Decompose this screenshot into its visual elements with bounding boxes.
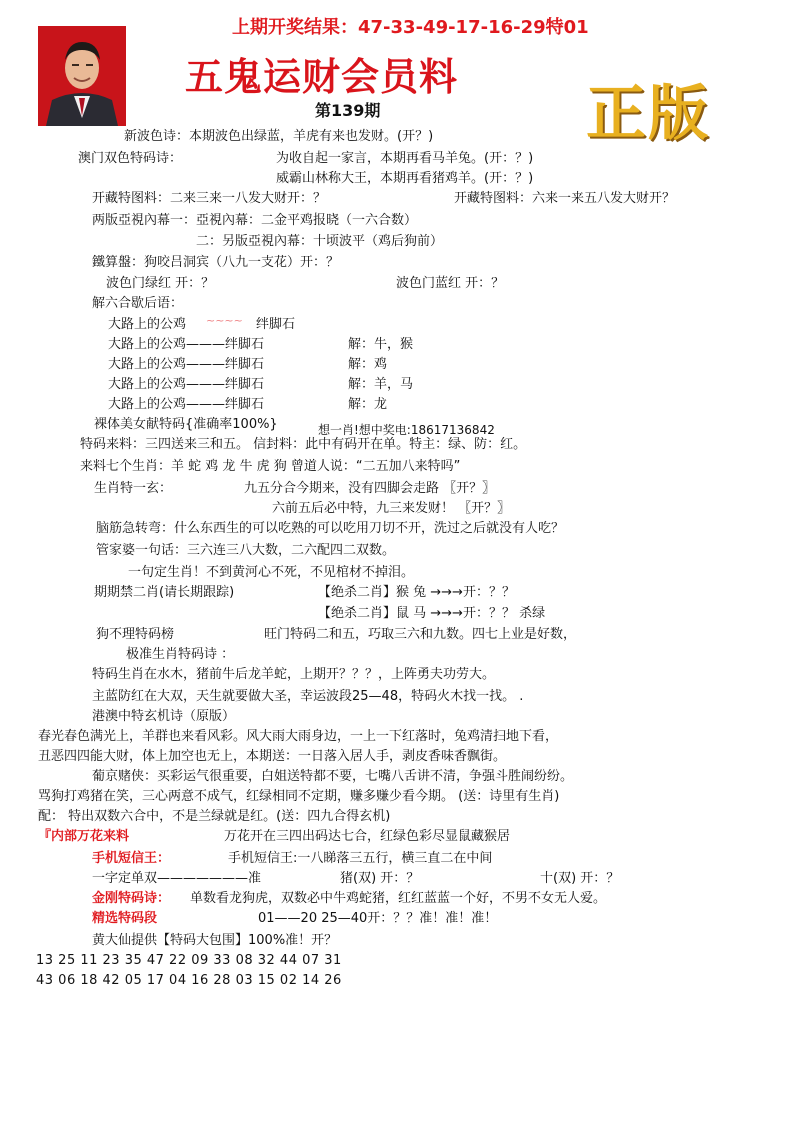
line-hk-poem-1: 春光春色满光上，羊群也来看风彩。风大雨大雨身边，一上一下红落时，兔鸡清扫地下看， [38, 729, 559, 744]
line-sms-label: 手机短信王： [92, 851, 171, 866]
line-housekeeper: 管家婆一句话：三六连三八大数，二六配四二双数。 [96, 543, 396, 558]
line-range-label: 精选特码段 [92, 911, 158, 926]
line-wave-poem: 新波色诗：本期波色出绿蓝，羊虎有来也发财。(开？) [124, 129, 434, 144]
line-code-material: 特码来料：三四送来三和五。 信封料：此中有码开在单。特主：绿、防：红。 [80, 437, 527, 452]
number-row-1: 13 25 11 23 35 47 22 09 33 08 32 44 07 31 [36, 953, 342, 968]
line-banned-label: 期期禁二肖(请长期跟踪) [94, 585, 235, 600]
riddle-row-2-answer: 解：牛，猴 [348, 337, 414, 352]
line-kill-1: 【绝杀二肖】猴 兔 →→→开：？？ [318, 585, 515, 600]
line-match: 配： 特出双数六合中，不是兰绿就是红。(送：四九合得玄机) [38, 809, 391, 824]
line-main-blue: 主蓝防红在大双，天生就要做大圣，幸运波段25—48，特码火木找一找。 . [92, 689, 524, 704]
page-title: 五鬼运财会员料 [185, 55, 459, 99]
line-hidden-chart-1: 开藏特图料：二来三来一八发大财开：？ [92, 191, 327, 206]
line-goubuli-text: 旺门特码二和五，巧取三六和九数。四七上业是好数， [264, 627, 577, 642]
line-kill-2: 【绝杀二肖】鼠 马 →→→开：？？ 杀绿 [318, 606, 546, 621]
line-riddle-heading: 解六合歇后语： [92, 296, 184, 311]
line-abacus: 鐵算盤：狗咬吕洞宾（八九一支花）开：？ [92, 255, 340, 270]
line-odd-even-ten: 十(双) 开：？ [540, 871, 620, 886]
line-zodiac-mystery-2: 六前五后必中特，九三来发财！ 〖开？〗 [272, 501, 511, 516]
riddle-row-1-left: 大路上的公鸡 [108, 317, 187, 332]
line-vajra-label: 金刚特码诗： [92, 891, 171, 906]
portrait-photo [38, 26, 126, 126]
line-atv-inside-2: 二：另版亞視內幕：十顷波平（鸡后狗前） [196, 234, 444, 249]
line-huangdaxian: 黄大仙提供【特码大包围】100%准！开？ [92, 933, 338, 948]
riddle-row-1-overprint: ~~~~ [206, 314, 243, 327]
line-accurate-poem: 极准生肖特码诗 ： [126, 647, 235, 662]
line-odd-even: 一字定单双———————准 [92, 871, 262, 886]
riddle-row-2: 大路上的公鸡———绊脚石 [108, 337, 265, 352]
line-casino-2: 骂狗打鸡猪在笑，三心两意不成气，红绿相同不定期，赚多赚少看今期。 (送：诗里有生肖) [38, 789, 560, 804]
riddle-row-4: 大路上的公鸡———绊脚石 [108, 377, 265, 392]
riddle-row-4-answer: 解：羊，马 [348, 377, 414, 392]
riddle-row-3-answer: 解：鸡 [348, 357, 388, 372]
line-zodiac-mystery-label: 生肖特一玄： [94, 481, 173, 496]
riddle-row-3: 大路上的公鸡———绊脚石 [108, 357, 265, 372]
line-odd-even-pig: 猪(双) 开：？ [340, 871, 420, 886]
line-range-text: 01——20 25—40开：？？准！准！准！ [258, 911, 498, 926]
line-code-zodiac: 特码生肖在水木，猪前牛后龙羊蛇，上期开？？？，上阵勇夫功劳大。 [92, 667, 496, 682]
line-atv-inside-1: 两版亞視內幕一：亞視內幕：二金平鸡报晓（一六合数） [92, 213, 418, 228]
line-hk-poem-2: 丑恶四四能大财，体上加空也无上，本期送：一日落入居人手，剥皮香味香飘街。 [38, 749, 507, 764]
riddle-row-1-right: 绊脚石 [256, 317, 296, 332]
line-casino-1: 葡京赌侠：买彩运气很重要，白姐送特都不要，七嘴八舌讲不清，争强斗胜闹纷纷。 [92, 769, 574, 784]
line-phone: 想一肖!想中奖电:18617136842 [318, 423, 495, 437]
line-inner-flower-text: 万花开在三四出码达七合，红绿色彩尽显鼠藏猴居 [224, 829, 511, 844]
line-hidden-chart-2: 开藏特图料：六来一来五八发大财开？ [454, 191, 676, 206]
line-sms-text: 手机短信王:一八睇落三五行，横三直二在中间 [228, 851, 493, 866]
line-wave-green-red: 波色门绿红 开：？ [106, 276, 215, 291]
line-macau-poem-2: 威霸山林称大王，本期再看猪鸡羊。(开：？) [276, 171, 534, 186]
line-brain-teaser: 脑筋急转弯：什么东西生的可以吃熟的可以吃用刀切不开，洗过之后就没有人吃？ [96, 521, 565, 536]
line-hk-poem-heading: 港澳中特玄机诗（原版） [92, 709, 236, 724]
riddle-row-5: 大路上的公鸡———绊脚石 [108, 397, 265, 412]
last-draw-result: 上期开奖结果：47-33-49-17-16-29特01 [232, 17, 589, 38]
authentic-badge: 正版 [586, 79, 710, 149]
riddle-row-5-answer: 解：龙 [348, 397, 388, 412]
line-one-phrase: 一句定生肖！不到黄河心不死，不见棺材不掉泪。 [128, 565, 415, 580]
line-seven-zodiacs: 来料七个生肖：羊 蛇 鸡 龙 牛 虎 狗 曾道人说：“二五加八来特吗” [80, 459, 461, 474]
line-lady-code: 裸体美女献特码{准确率100%} [94, 417, 278, 432]
line-vajra-text: 单数看龙狗虎，双数必中牛鸡蛇猪，红红蓝蓝一个好，不男不女无人爱。 [190, 891, 607, 906]
line-inner-flower-label: 『内部万花来料 [38, 829, 130, 844]
line-zodiac-mystery-1: 九五分合今期来，没有四脚会走路 〖开？〗 [244, 481, 496, 496]
line-macau-poem-label: 澳门双色特码诗： [78, 151, 183, 166]
line-wave-blue-red: 波色门蓝红 开：？ [396, 276, 505, 291]
line-macau-poem-1: 为收自起一家言，本期再看马羊兔。(开：？) [276, 151, 534, 166]
line-goubuli-label: 狗不理特码榜 [96, 627, 175, 642]
number-row-2: 43 06 18 42 05 17 04 16 28 03 15 02 14 26 [36, 973, 342, 988]
issue-number: 第139期 [315, 101, 381, 120]
